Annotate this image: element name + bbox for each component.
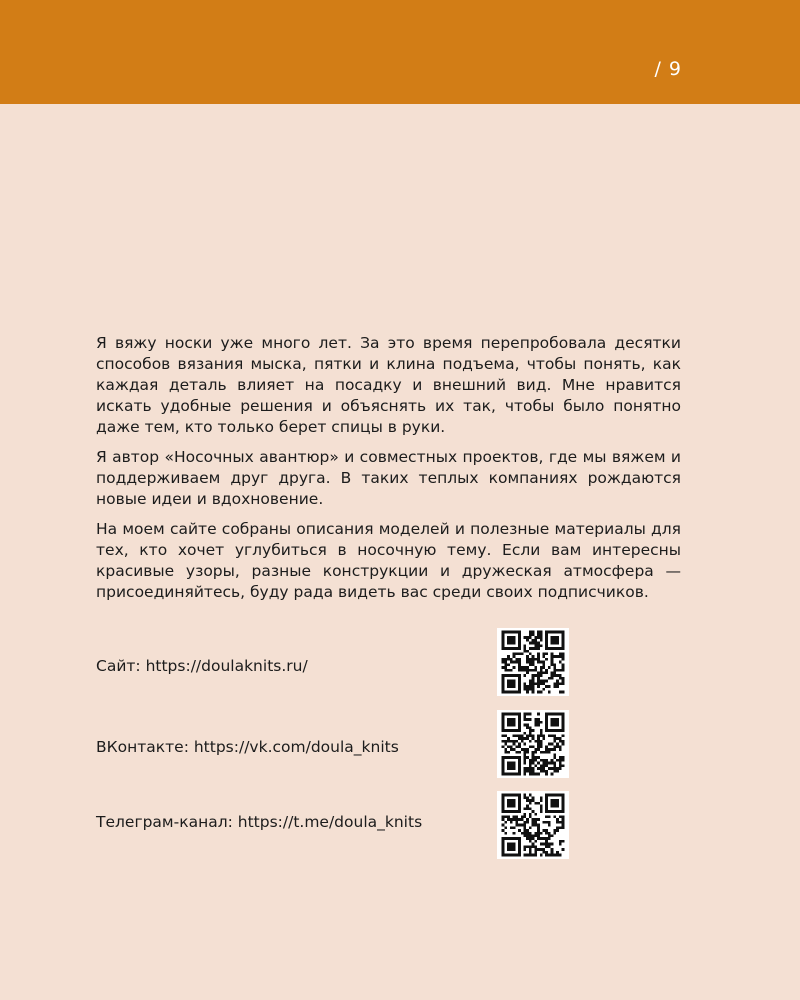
- website-link[interactable]: Сайт: https://doulaknits.ru/: [96, 657, 308, 675]
- body-text: [96, 333, 681, 612]
- paragraph: На моем сайте собраны описания моделей и полезные материалы для тех, кто хочет углубиться в носочную тему. Если вам интересны красивые узоры, разные конструкции и дружеская атмосфера — присоединяйтесь, буду рада видеть вас среди своих подписчиков.: [96, 520, 681, 601]
- website-qr-code[interactable]: [497, 628, 569, 696]
- paragraph: Я вяжу носки уже много лет. За это время перепробовала десятки способов вязания мыска, пятки и клина подъема, чтобы понять, как каждая деталь влияет на посадку и внешний вид. Мне нравится искать удобные решения и объяснять их так, чтобы было понятно даже тем, кто только берет спицы в руки.: [96, 334, 681, 436]
- page-number: / 9: [654, 58, 682, 80]
- vk-qr-code[interactable]: [497, 710, 569, 778]
- vk-link[interactable]: ВКонтакте: https://vk.com/doula_knits: [96, 738, 399, 756]
- header-band: [0, 0, 800, 104]
- telegram-link[interactable]: Телеграм-канал: https://t.me/doula_knits: [96, 813, 423, 831]
- telegram-qr-code[interactable]: [497, 791, 569, 859]
- paragraph: Я автор «Носочных авантюр» и совместных проектов, где мы вяжем и поддерживаем друг друга. В таких теплых компаниях рождаются новые идеи и вдохновение.: [96, 448, 681, 508]
